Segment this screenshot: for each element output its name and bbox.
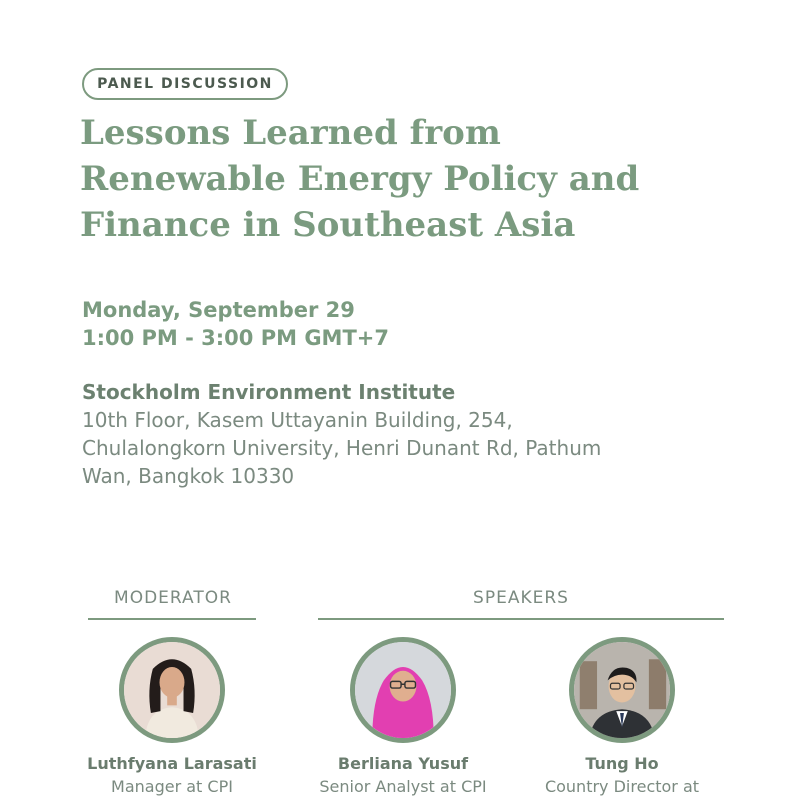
event-time: 1:00 PM - 3:00 PM GMT+7 — [82, 326, 389, 350]
person-portrait-icon — [574, 642, 670, 738]
speakers-divider — [318, 618, 724, 620]
speakers-label: SPEAKERS — [473, 588, 569, 608]
venue-address-line: Chulalongkorn University, Henri Dunant Rd, Pathum — [82, 436, 602, 460]
title-line: Renewable Energy Policy and — [80, 159, 640, 199]
avatar-berliana-yusuf — [350, 637, 456, 743]
person-role: Country Director at — [544, 777, 700, 796]
title-line: Lessons Learned from — [80, 113, 501, 153]
person-name: Luthfyana Larasati — [87, 754, 257, 773]
moderator-label: MODERATOR — [114, 588, 232, 608]
event-type-badge: PANEL DISCUSSION — [82, 68, 288, 100]
person-name: Tung Ho — [585, 754, 659, 773]
person-role: Manager at CPI — [111, 777, 233, 796]
person-role: Senior Analyst at CPI — [319, 777, 487, 796]
person-name: Berliana Yusuf — [337, 754, 469, 773]
moderator-divider — [88, 618, 256, 620]
avatar-luthfyana-larasati — [119, 637, 225, 743]
title-line: Finance in Southeast Asia — [80, 205, 576, 245]
event-venue — [82, 378, 772, 490]
venue-address-line: Wan, Bangkok 10330 — [82, 464, 295, 488]
person-portrait-icon — [355, 642, 451, 738]
event-datetime — [82, 296, 389, 352]
venue-name: Stockholm Environment Institute — [82, 380, 456, 404]
venue-address-line: 10th Floor, Kasem Uttayanin Building, 254, — [82, 408, 513, 432]
event-date: Monday, September 29 — [82, 298, 355, 322]
person-portrait-icon — [124, 642, 220, 738]
avatar-tung-ho — [569, 637, 675, 743]
event-title — [80, 110, 760, 248]
